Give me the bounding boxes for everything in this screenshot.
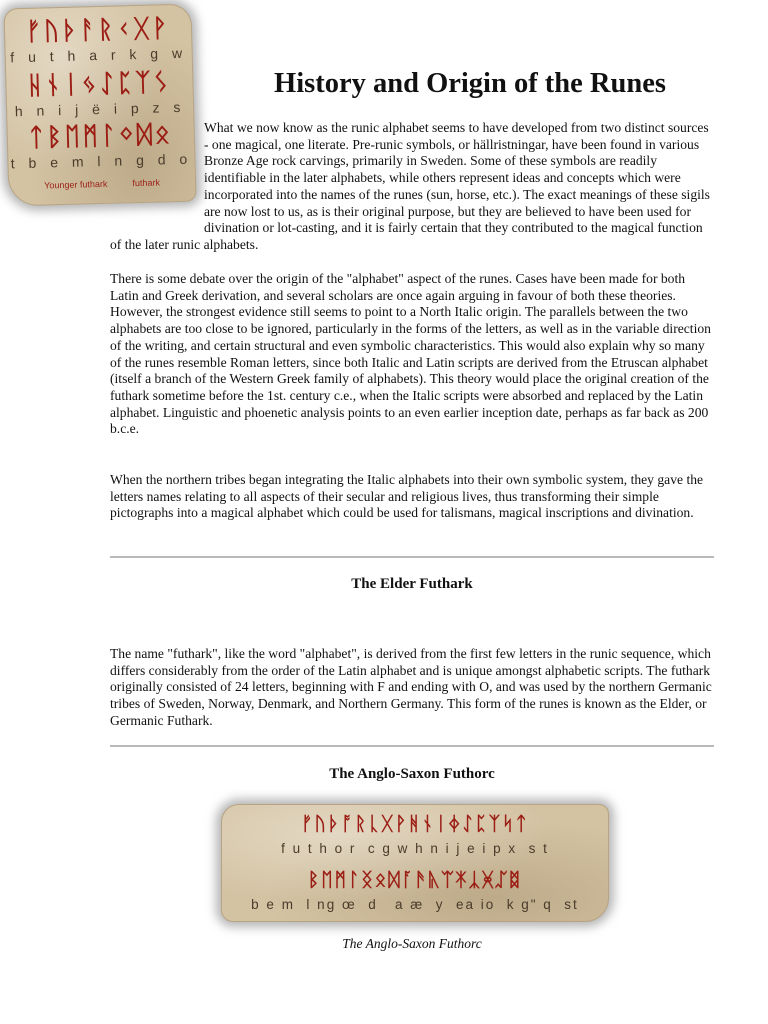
- latin-row-2: b e m l ng œ d a æ y ea io k g" q st: [251, 897, 579, 912]
- rune-row-2: ᚺᚾᛁᛃᛇᛈᛉᛊ: [27, 67, 172, 100]
- rune-row-3: ᛏᛒᛖᛗᛚᛜᛞᛟ: [28, 119, 174, 152]
- tribes-paragraph: When the northern tribes began integrating the Italic alphabets into their own symbolic system, they gave the letters names relating to all aspects of their secular and religious lives, thus transforming their simple pictographs into a magical alphabet which could be used for talismans, magical inscriptions and divination.: [110, 472, 704, 521]
- section-divider: [110, 745, 714, 747]
- section-divider: [110, 556, 714, 558]
- latin-row-1: f u t h o r c g w h n i j e i p x s t: [281, 841, 549, 856]
- text-wrap-spacer: [110, 120, 204, 226]
- rune-row-1: ᚠᚢᚦᚩᚱᚳᚷᚹᚻᚾᛁᛄᛇᛈᛉᛋᛏ: [301, 813, 529, 835]
- anglo-saxon-heading: The Anglo-Saxon Futhorc: [329, 766, 495, 782]
- anglo-saxon-futhorc-image: [221, 804, 609, 922]
- futhark-paragraph: The name "futhark", like the word "alphabet", is derived from the first few letters in the runic sequence, which differs considerably from the order of the Latin alphabet and is unique amongst alphabetic scripts. The futhark originally consisted of 24 letters, beginning with F and ending with O, and was used by the northern Germanic tribes of Sweden, Norway, Denmark, and Northern Germany. This form of the runes is known as the Elder, or Germanic Futhark.: [110, 646, 712, 728]
- figure-caption: The Anglo-Saxon Futhorc: [342, 936, 482, 951]
- rune-row-2: ᛒᛖᛗᛚᛝᛟᛞᚪᚫᚣᛠᛡᛣᚸᛢᛥ: [307, 869, 523, 891]
- elder-futhark-heading: The Elder Futhark: [351, 576, 473, 592]
- intro-paragraph-text: What we now know as the runic alphabet seems to have developed from two distinct sources - one magical, one literate. Pre-runic symbols, or hällristningar, have been found in various Bronze Age rock carvings, primarily in Sweden. Some of these symbols are readily identifiable in the later alphabets, while others represent ideas and concepts which were incorporated into the names of the runes (sun, horse, etc.). The exact meanings of these sigils are now lost to us, as is their original purpose, but they are believed to have been used for divination or lot-casting, and it is fairly certain that they contributed to the magical function of the later runic alphabets.: [110, 120, 710, 252]
- latin-row-2: h n i j ë i p z s: [14, 98, 186, 120]
- latin-row-3: t b e m l n g d o: [10, 150, 193, 172]
- image-caption-small: Younger futhark futhark: [44, 177, 161, 191]
- latin-row-1: f u t h a r k g w: [10, 44, 188, 66]
- origin-paragraph: There is some debate over the origin of the "alphabet" aspect of the runes. Cases have been made for both Latin and Greek derivation, and several scholars are once again arguing in favour of both these theories. However, the strongest evidence still seems to point to a North Italic origin. The parallels between the two alphabets are too close to be ignored, particularly in the forms of the letters, as well as in the variable direction of the writing, and certain structural and even symbolic characteristics. This would also explain why so many of the runes resemble Roman letters, since both Italic and Latin scripts are derived from the Etruscan alphabet (itself a branch of the Western Greek family of alphabets). This theory would place the original creation of the futhark sometime before the 1st. century c.e., when the Italic scripts were absorbed and replaced by the Latin alphabet. Linguistic and phoenetic analysis points to an even earlier inception date, perhaps as far back as 200 b.c.e.: [110, 271, 711, 437]
- page-title: History and Origin of the Runes: [274, 68, 666, 99]
- rune-row-1: ᚠᚢᚦᚨᚱᚲᚷᚹ: [25, 13, 171, 46]
- intro-paragraph: [110, 120, 714, 254]
